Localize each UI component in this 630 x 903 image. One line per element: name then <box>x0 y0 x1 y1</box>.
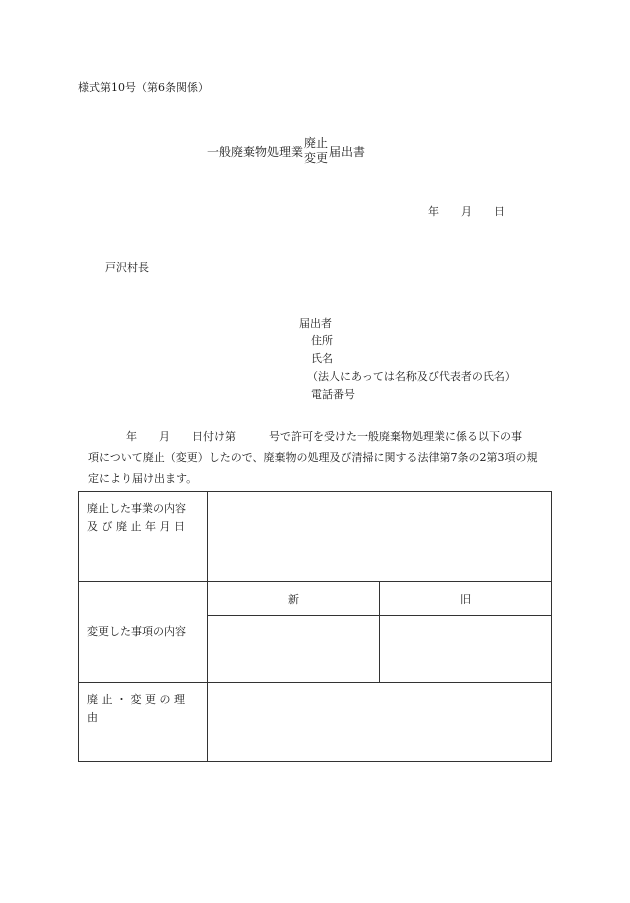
applicant-phone: 電話番号 <box>311 388 355 401</box>
form-number: 様式第10号（第6条関係） <box>78 81 209 94</box>
addressee: 戸沢村長 <box>105 261 149 274</box>
title-options <box>304 136 328 166</box>
column-new: 新 <box>208 582 380 616</box>
body-line-2: 項について廃止（変更）したので、廃棄物の処理及び清掃に関する法律第7条の2第3項の規 <box>88 451 538 464</box>
notification-table <box>78 491 552 762</box>
date-day: 日 <box>494 205 505 218</box>
column-old: 旧 <box>380 582 552 616</box>
document-title <box>207 135 365 167</box>
abolished-label <box>79 492 208 582</box>
abolished-label-line-2: 及び廃止年月日 <box>87 520 189 533</box>
applicant-name: 氏名 <box>311 352 333 365</box>
title-prefix: 一般廃棄物処理業 <box>207 144 304 159</box>
date-year: 年 <box>428 205 439 218</box>
reason-label: 廃止・変更の理由 <box>79 683 208 762</box>
body-text <box>88 426 558 489</box>
body-line-3: 定により届け出ます。 <box>88 472 198 485</box>
applicant-note: （法人にあっては名称及び代表者の氏名） <box>307 370 516 383</box>
date-month: 月 <box>461 205 472 218</box>
reason-content-cell[interactable] <box>208 683 552 762</box>
abolished-content-cell[interactable] <box>208 492 552 582</box>
title-option-abolish: 廃止 <box>304 136 329 150</box>
old-content-cell[interactable] <box>380 616 552 683</box>
new-content-cell[interactable] <box>208 616 380 683</box>
title-option-change: 変更 <box>304 151 329 165</box>
abolished-label-line-1: 廃止した事業の内容 <box>87 502 186 515</box>
changed-label: 変更した事項の内容 <box>79 582 208 683</box>
body-line-1: 年 月 日付け第 号で許可を受けた一般廃棄物処理業に係る以下の事 <box>126 430 522 443</box>
applicant-address: 住所 <box>311 334 333 347</box>
table-row-abolished <box>79 492 552 582</box>
table-row-reason <box>79 683 552 762</box>
applicant-heading: 届出者 <box>299 317 332 330</box>
table-row-header <box>79 582 552 616</box>
title-suffix: 届出書 <box>329 144 366 159</box>
date-line <box>428 205 505 219</box>
